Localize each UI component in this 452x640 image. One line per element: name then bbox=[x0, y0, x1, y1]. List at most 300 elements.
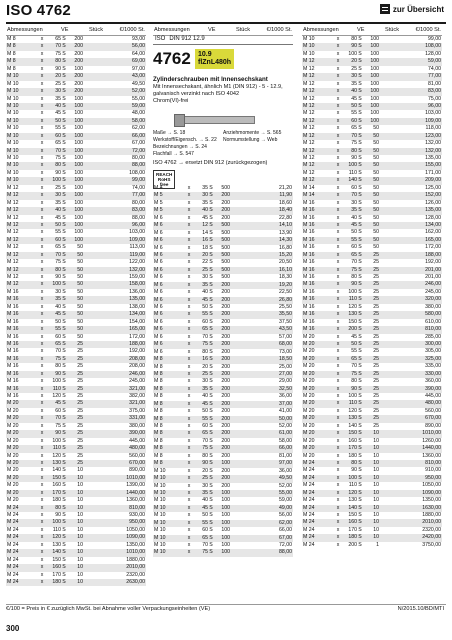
table-cell: 68,00 bbox=[279, 341, 292, 348]
table-row[interactable] bbox=[302, 259, 442, 266]
table-cell: S bbox=[358, 311, 362, 318]
table-row[interactable] bbox=[6, 162, 146, 169]
table-cell: 50 bbox=[77, 259, 83, 266]
table-row[interactable] bbox=[302, 467, 442, 474]
table-cell: 200 bbox=[74, 58, 83, 65]
table-row[interactable] bbox=[6, 386, 146, 393]
table-cell: 25 bbox=[373, 348, 379, 355]
table-cell: x bbox=[336, 415, 340, 422]
table-cell: 25 bbox=[373, 415, 379, 422]
table-row[interactable] bbox=[302, 519, 442, 526]
table-row[interactable] bbox=[6, 356, 146, 363]
ref-link[interactable]: Anziehmomente → S. 565 bbox=[223, 130, 282, 136]
table-row[interactable] bbox=[302, 274, 442, 281]
table-cell: x bbox=[40, 229, 44, 236]
table-cell: S bbox=[358, 296, 362, 303]
table-row[interactable] bbox=[6, 207, 146, 214]
table-row[interactable] bbox=[302, 296, 442, 303]
table-row[interactable] bbox=[6, 423, 146, 430]
table-row[interactable] bbox=[302, 133, 442, 140]
table-row[interactable] bbox=[153, 453, 293, 460]
table-row[interactable] bbox=[302, 423, 442, 430]
table-row[interactable] bbox=[153, 222, 293, 229]
table-row[interactable] bbox=[6, 88, 146, 95]
table-row[interactable] bbox=[153, 192, 293, 199]
table-row[interactable] bbox=[302, 430, 442, 437]
table-row[interactable] bbox=[6, 110, 146, 117]
table-row[interactable] bbox=[153, 535, 293, 542]
table-row[interactable] bbox=[6, 311, 146, 318]
table-cell: 70 bbox=[202, 437, 208, 444]
table-row[interactable] bbox=[6, 400, 146, 407]
table-cell: 2420,00 bbox=[422, 534, 441, 541]
table-row[interactable] bbox=[6, 475, 146, 482]
table-row[interactable] bbox=[302, 497, 442, 504]
table-row[interactable] bbox=[302, 118, 442, 125]
table-cell: 10 bbox=[77, 534, 83, 541]
table-cell: 25 bbox=[77, 355, 83, 362]
table-cell: S bbox=[358, 497, 362, 504]
table-row[interactable] bbox=[6, 118, 146, 125]
table-row[interactable] bbox=[6, 512, 146, 519]
table-row[interactable] bbox=[302, 356, 442, 363]
table-row[interactable] bbox=[302, 73, 442, 80]
table-cell: 130 bbox=[52, 541, 61, 548]
table-row[interactable] bbox=[6, 185, 146, 192]
table-row[interactable] bbox=[153, 289, 293, 296]
table-row[interactable] bbox=[6, 267, 146, 274]
table-row[interactable] bbox=[6, 192, 146, 199]
table-row[interactable] bbox=[6, 133, 146, 140]
table-cell: 55,00 bbox=[279, 489, 292, 496]
table-row[interactable] bbox=[302, 81, 442, 88]
table-row[interactable] bbox=[153, 475, 293, 482]
table-row[interactable] bbox=[6, 177, 146, 184]
table-cell: 200 bbox=[221, 475, 230, 482]
table-row[interactable] bbox=[153, 267, 293, 274]
table-row[interactable] bbox=[6, 430, 146, 437]
table-row[interactable] bbox=[6, 326, 146, 333]
table-row[interactable] bbox=[302, 445, 442, 452]
table-row[interactable] bbox=[6, 81, 146, 88]
table-cell: M 10 bbox=[7, 110, 19, 117]
table-row[interactable] bbox=[153, 386, 293, 393]
table-cell: x bbox=[40, 36, 44, 42]
table-cell: 90 bbox=[351, 467, 357, 474]
table-row[interactable] bbox=[6, 572, 146, 579]
table-row[interactable] bbox=[6, 438, 146, 445]
table-row[interactable] bbox=[6, 155, 146, 162]
table-cell: M 16 bbox=[7, 355, 19, 362]
table-cell: 61,00 bbox=[279, 430, 292, 437]
table-cell: 70 bbox=[351, 132, 357, 139]
table-cell: S bbox=[62, 564, 66, 571]
table-row[interactable] bbox=[6, 66, 146, 73]
table-row[interactable] bbox=[6, 36, 146, 43]
table-cell: M 10 bbox=[7, 80, 19, 87]
table-cell: S bbox=[62, 199, 66, 206]
table-row[interactable] bbox=[6, 497, 146, 504]
table-row[interactable] bbox=[302, 66, 442, 73]
table-row[interactable] bbox=[6, 557, 146, 564]
table-row[interactable] bbox=[6, 579, 146, 586]
table-row[interactable] bbox=[153, 430, 293, 437]
table-cell: 380,00 bbox=[129, 422, 145, 429]
table-row[interactable] bbox=[302, 58, 442, 65]
table-cell: M 20 bbox=[303, 370, 315, 377]
table-row[interactable] bbox=[153, 520, 293, 527]
table-row[interactable] bbox=[153, 408, 293, 415]
table-cell: S bbox=[62, 102, 66, 109]
table-row[interactable] bbox=[302, 177, 442, 184]
table-row[interactable] bbox=[153, 527, 293, 534]
table-row[interactable] bbox=[153, 378, 293, 385]
table-cell: 37,50 bbox=[279, 318, 292, 325]
table-cell: M 20 bbox=[7, 437, 19, 444]
table-row[interactable] bbox=[153, 334, 293, 341]
table-cell: x bbox=[187, 549, 191, 556]
table-cell: M 24 bbox=[303, 482, 315, 489]
table-cell: S bbox=[358, 541, 362, 548]
table-row[interactable] bbox=[153, 326, 293, 333]
table-row[interactable] bbox=[302, 482, 442, 489]
table-cell: 50 bbox=[55, 221, 61, 228]
table-row[interactable] bbox=[302, 460, 442, 467]
ref-link[interactable]: Flachfall → S. 547 bbox=[153, 151, 194, 157]
table-cell: S bbox=[358, 422, 362, 429]
table-row[interactable] bbox=[302, 475, 442, 482]
table-row[interactable] bbox=[302, 96, 442, 103]
table-row[interactable] bbox=[153, 230, 293, 237]
table-row[interactable] bbox=[6, 534, 146, 541]
table-cell: M 24 bbox=[7, 549, 19, 556]
table-row[interactable] bbox=[302, 110, 442, 117]
table-row[interactable] bbox=[302, 438, 442, 445]
table-row[interactable] bbox=[153, 371, 293, 378]
table-row[interactable] bbox=[302, 244, 442, 251]
table-row[interactable] bbox=[6, 215, 146, 222]
table-cell: S bbox=[358, 393, 362, 399]
table-cell: 208,00 bbox=[129, 363, 145, 370]
table-row[interactable] bbox=[6, 237, 146, 244]
table-row[interactable] bbox=[302, 88, 442, 95]
table-row[interactable] bbox=[302, 393, 442, 400]
table-row[interactable] bbox=[302, 378, 442, 385]
table-row[interactable] bbox=[302, 304, 442, 311]
table-row[interactable] bbox=[302, 222, 442, 229]
table-row[interactable] bbox=[6, 200, 146, 207]
table-row[interactable] bbox=[153, 245, 293, 252]
table-row[interactable] bbox=[302, 386, 442, 393]
table-cell: M 12 bbox=[303, 125, 315, 132]
table-row[interactable] bbox=[153, 445, 293, 452]
table-row[interactable] bbox=[6, 378, 146, 385]
table-cell: x bbox=[336, 132, 340, 139]
table-row[interactable] bbox=[302, 334, 442, 341]
table-row[interactable] bbox=[302, 371, 442, 378]
table-row[interactable] bbox=[302, 341, 442, 348]
table-row[interactable] bbox=[302, 289, 442, 296]
table-row[interactable] bbox=[153, 274, 293, 281]
table-row[interactable] bbox=[302, 215, 442, 222]
table-row[interactable] bbox=[6, 505, 146, 512]
table-cell: 65 bbox=[351, 355, 357, 362]
table-row[interactable] bbox=[302, 162, 442, 169]
table-row[interactable] bbox=[153, 401, 293, 408]
table-row[interactable] bbox=[302, 453, 442, 460]
table-cell: M 24 bbox=[303, 489, 315, 496]
table-cell: 200 bbox=[221, 437, 230, 444]
table-cell: M 6 bbox=[154, 304, 163, 310]
table-row[interactable] bbox=[302, 43, 442, 50]
table-cell: x bbox=[187, 244, 191, 251]
table-cell: 160 bbox=[52, 482, 61, 489]
table-row[interactable] bbox=[153, 215, 293, 222]
table-row[interactable] bbox=[6, 229, 146, 236]
table-row[interactable] bbox=[302, 185, 442, 192]
table-row[interactable] bbox=[302, 103, 442, 110]
table-row[interactable] bbox=[6, 341, 146, 348]
table-cell: M 16 bbox=[303, 221, 315, 228]
table-row[interactable] bbox=[153, 237, 293, 244]
table-row[interactable] bbox=[6, 319, 146, 326]
table-cell: x bbox=[336, 199, 340, 206]
table-row[interactable] bbox=[6, 453, 146, 460]
table-row[interactable] bbox=[302, 207, 442, 214]
table-row[interactable] bbox=[6, 393, 146, 400]
table-row[interactable] bbox=[6, 289, 146, 296]
table-row[interactable] bbox=[153, 460, 293, 467]
table-row[interactable] bbox=[153, 438, 293, 445]
table-cell: x bbox=[187, 475, 191, 482]
table-row[interactable] bbox=[302, 348, 442, 355]
table-row[interactable] bbox=[6, 103, 146, 110]
table-row[interactable] bbox=[6, 170, 146, 177]
table-cell: 100 bbox=[221, 460, 230, 467]
table-cell: M 6 bbox=[154, 214, 163, 221]
ref-link[interactable]: Bezeichnungen → S. 24 bbox=[153, 144, 207, 150]
bolt-drawing bbox=[153, 108, 293, 130]
table-row[interactable] bbox=[302, 400, 442, 407]
table-row[interactable] bbox=[153, 200, 293, 207]
table-cell: x bbox=[40, 199, 44, 206]
table-row[interactable] bbox=[153, 356, 293, 363]
table-row[interactable] bbox=[153, 512, 293, 519]
table-row[interactable] bbox=[302, 170, 442, 177]
table-row[interactable] bbox=[153, 549, 293, 556]
table-row[interactable] bbox=[6, 274, 146, 281]
table-row[interactable] bbox=[6, 334, 146, 341]
table-row[interactable] bbox=[302, 408, 442, 415]
table-row[interactable] bbox=[153, 416, 293, 423]
table-cell: 65 bbox=[351, 251, 357, 258]
table-row[interactable] bbox=[302, 148, 442, 155]
table-cell: S bbox=[209, 185, 213, 191]
table-row[interactable] bbox=[302, 140, 442, 147]
table-row[interactable] bbox=[6, 363, 146, 370]
table-row[interactable] bbox=[153, 282, 293, 289]
table-cell: x bbox=[40, 556, 44, 563]
table-row[interactable] bbox=[153, 542, 293, 549]
table-row[interactable] bbox=[302, 527, 442, 534]
table-row[interactable] bbox=[302, 490, 442, 497]
table-row[interactable] bbox=[6, 73, 146, 80]
table-cell: 140 bbox=[348, 177, 357, 184]
table-cell: 80,00 bbox=[132, 155, 145, 161]
table-row[interactable] bbox=[6, 43, 146, 50]
table-row[interactable] bbox=[153, 259, 293, 266]
table-cell: 200 bbox=[221, 482, 230, 489]
table-cell: M 20 bbox=[7, 467, 19, 474]
table-row[interactable] bbox=[302, 311, 442, 318]
table-cell: S bbox=[358, 43, 362, 50]
table-row[interactable] bbox=[302, 36, 442, 43]
table-row[interactable] bbox=[153, 341, 293, 348]
table-cell: M 20 bbox=[7, 422, 19, 429]
table-row[interactable] bbox=[302, 155, 442, 162]
ref-link[interactable]: Normumstellung → Web bbox=[223, 137, 278, 143]
table-row[interactable] bbox=[6, 348, 146, 355]
table-row[interactable] bbox=[302, 252, 442, 259]
table-row[interactable] bbox=[6, 252, 146, 259]
table-cell: 172,00 bbox=[425, 244, 441, 251]
table-cell: 66,00 bbox=[279, 527, 292, 534]
table-cell: 65 bbox=[351, 125, 357, 132]
table-cell: 810,00 bbox=[129, 504, 145, 511]
table-cell: M 8 bbox=[154, 445, 163, 452]
table-cell: 480,00 bbox=[129, 445, 145, 452]
table-row[interactable] bbox=[153, 468, 293, 475]
table-cell: 200 bbox=[74, 88, 83, 95]
table-cell: 100 bbox=[221, 497, 230, 504]
table-cell: M 20 bbox=[303, 340, 315, 347]
table-cell: 77,00 bbox=[132, 192, 145, 199]
table-cell: M 10 bbox=[154, 482, 166, 489]
table-row[interactable] bbox=[6, 148, 146, 155]
overview-link[interactable] bbox=[380, 4, 444, 14]
table-cell: S bbox=[62, 296, 66, 303]
table-cell: x bbox=[40, 184, 44, 191]
table-row[interactable] bbox=[302, 505, 442, 512]
table-row[interactable] bbox=[302, 363, 442, 370]
table-row[interactable] bbox=[6, 564, 146, 571]
table-row[interactable] bbox=[302, 319, 442, 326]
column-header bbox=[6, 26, 146, 36]
ref-link[interactable]: Werkstoff/Eigensch. → S. 22 bbox=[153, 137, 217, 143]
table-cell: 200 bbox=[74, 36, 83, 42]
table-row[interactable] bbox=[6, 140, 146, 147]
table-row[interactable] bbox=[6, 519, 146, 526]
table-cell: M 16 bbox=[303, 318, 315, 325]
table-row[interactable] bbox=[153, 207, 293, 214]
table-row[interactable] bbox=[6, 490, 146, 497]
table-row[interactable] bbox=[302, 512, 442, 519]
table-row[interactable] bbox=[153, 297, 293, 304]
table-row[interactable] bbox=[6, 467, 146, 474]
table-cell: x bbox=[187, 385, 191, 392]
table-cell: x bbox=[336, 534, 340, 541]
table-row[interactable] bbox=[302, 192, 442, 199]
table-cell: 10 bbox=[77, 578, 83, 585]
table-row[interactable] bbox=[153, 393, 293, 400]
ref-link[interactable]: Maße → S. 18 bbox=[153, 130, 186, 136]
table-row[interactable] bbox=[302, 200, 442, 207]
table-cell: 50 bbox=[373, 132, 379, 139]
table-row[interactable] bbox=[6, 125, 146, 132]
table-cell: S bbox=[62, 244, 66, 251]
table-cell: x bbox=[336, 340, 340, 347]
table-row[interactable] bbox=[153, 311, 293, 318]
table-row[interactable] bbox=[6, 304, 146, 311]
table-cell: S bbox=[62, 378, 66, 385]
table-row[interactable] bbox=[6, 549, 146, 556]
table-cell: 162,00 bbox=[425, 229, 441, 236]
table-row[interactable] bbox=[153, 483, 293, 490]
table-row[interactable] bbox=[6, 415, 146, 422]
table-row[interactable] bbox=[302, 267, 442, 274]
table-row[interactable] bbox=[6, 296, 146, 303]
table-row[interactable] bbox=[302, 326, 442, 333]
table-cell: x bbox=[40, 437, 44, 444]
table-row[interactable] bbox=[302, 51, 442, 58]
table-row[interactable] bbox=[6, 281, 146, 288]
table-row[interactable] bbox=[302, 229, 442, 236]
table-cell: 200 bbox=[221, 304, 230, 310]
table-row[interactable] bbox=[153, 304, 293, 311]
table-row[interactable] bbox=[302, 125, 442, 132]
table-cell: x bbox=[336, 80, 340, 87]
table-row[interactable] bbox=[6, 58, 146, 65]
table-row[interactable] bbox=[6, 96, 146, 103]
table-row[interactable] bbox=[6, 542, 146, 549]
table-row[interactable] bbox=[6, 445, 146, 452]
table-row[interactable] bbox=[6, 244, 146, 251]
table-cell: x bbox=[40, 564, 44, 571]
table-cell: x bbox=[40, 303, 44, 310]
table-cell: M 6 bbox=[154, 341, 163, 348]
table-row[interactable] bbox=[153, 497, 293, 504]
table-cell: S bbox=[209, 311, 213, 318]
table-row[interactable] bbox=[6, 482, 146, 489]
table-row[interactable] bbox=[153, 490, 293, 497]
table-row[interactable] bbox=[153, 319, 293, 326]
table-cell: S bbox=[358, 407, 362, 414]
table-row[interactable] bbox=[6, 51, 146, 58]
table-row[interactable] bbox=[6, 408, 146, 415]
table-cell: 12 bbox=[202, 222, 208, 229]
table-cell: x bbox=[187, 512, 191, 519]
table-cell: 1 bbox=[376, 541, 379, 548]
table-row[interactable] bbox=[302, 415, 442, 422]
table-row[interactable] bbox=[153, 423, 293, 430]
table-row[interactable] bbox=[302, 237, 442, 244]
table-row[interactable] bbox=[302, 281, 442, 288]
table-row[interactable] bbox=[6, 259, 146, 266]
table-cell: 90 bbox=[55, 169, 61, 176]
table-row[interactable] bbox=[153, 364, 293, 371]
table-row[interactable] bbox=[6, 527, 146, 534]
table-row[interactable] bbox=[153, 349, 293, 356]
table-cell: x bbox=[40, 445, 44, 452]
table-row[interactable] bbox=[153, 252, 293, 259]
table-row[interactable] bbox=[302, 542, 442, 549]
table-row[interactable] bbox=[6, 460, 146, 467]
table-row[interactable] bbox=[6, 222, 146, 229]
table-row[interactable] bbox=[153, 505, 293, 512]
table-cell: 100 bbox=[370, 95, 379, 102]
table-row[interactable] bbox=[6, 371, 146, 378]
table-row[interactable] bbox=[302, 534, 442, 541]
